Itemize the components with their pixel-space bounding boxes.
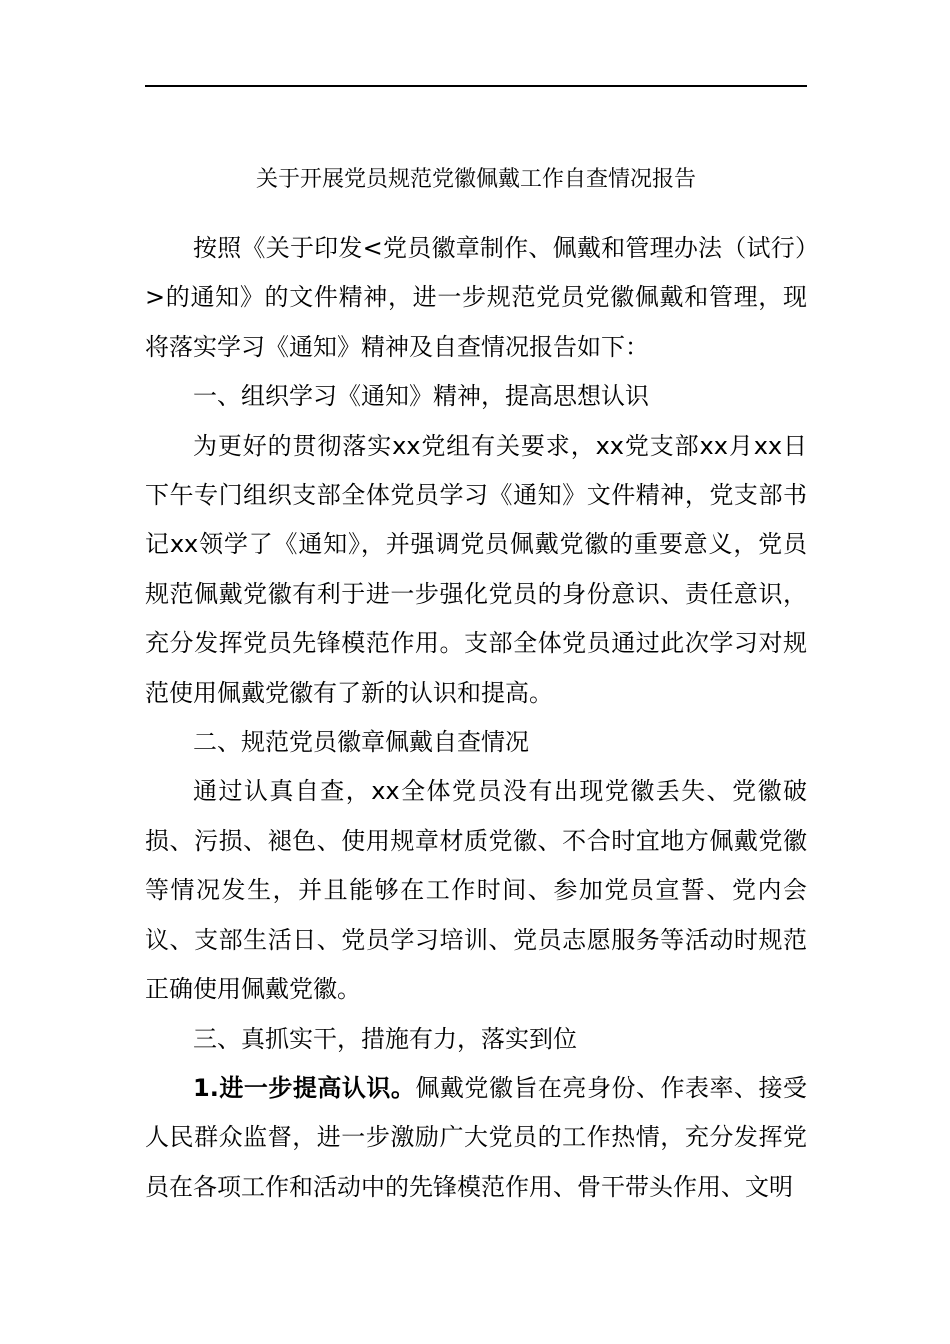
document-title: 关于开展党员规范党徽佩戴工作自查情况报告 <box>255 167 696 192</box>
item-1-body: 佩戴党徽旨在亮身份、作表率、接受人民群众监督，进一步激励广大党员的工作热情，充分发挥党员在各项工作和活动中的先锋模范作用、骨干带头作用、文明 <box>145 1073 807 1201</box>
document-body <box>145 224 807 1212</box>
item-1-lead: 1.进一步提高认识。 <box>193 1073 416 1102</box>
header-rule <box>145 85 807 87</box>
section-2-heading: 二、规范党员徽章佩戴自查情况 <box>193 728 529 757</box>
intro-paragraph: 按照《关于印发<党员徽章制作、佩戴和管理办法（试行）>的通知》的文件精神，进一步规范党员党徽佩戴和管理，现将落实学习《通知》精神及自查情况报告如下： <box>145 234 807 361</box>
section-1-paragraph: 为更好的贯彻落实xx党组有关要求，xx党支部xx月xx日下午专门组织支部全体党员学习《通知》文件精神，党支部书记xx领学了《通知》，并强调党员佩戴党徽的重要意义，党员规范佩戴党徽有利于进一步强化党员的身份意识、责任意识，充分发挥党员先锋模范作用。支部全体党员通过此次学习对规范使用佩戴党徽有了新的认识和提高。 <box>145 431 807 707</box>
section-2-paragraph: 通过认真自查，xx全体党员没有出现党徽丢失、党徽破损、污损、褪色、使用规章材质党徽、不合时宜地方佩戴党徽等情况发生，并且能够在工作时间、参加党员宣誓、党内会议、支部生活日、党员学习培训、党员志愿服务等活动时规范正确使用佩戴党徽。 <box>145 777 807 1004</box>
section-1-heading: 一、组织学习《通知》精神，提高思想认识 <box>193 382 649 411</box>
section-3-heading: 三、真抓实干，措施有力，落实到位 <box>193 1024 577 1053</box>
item-1-paragraph <box>145 1064 807 1212</box>
